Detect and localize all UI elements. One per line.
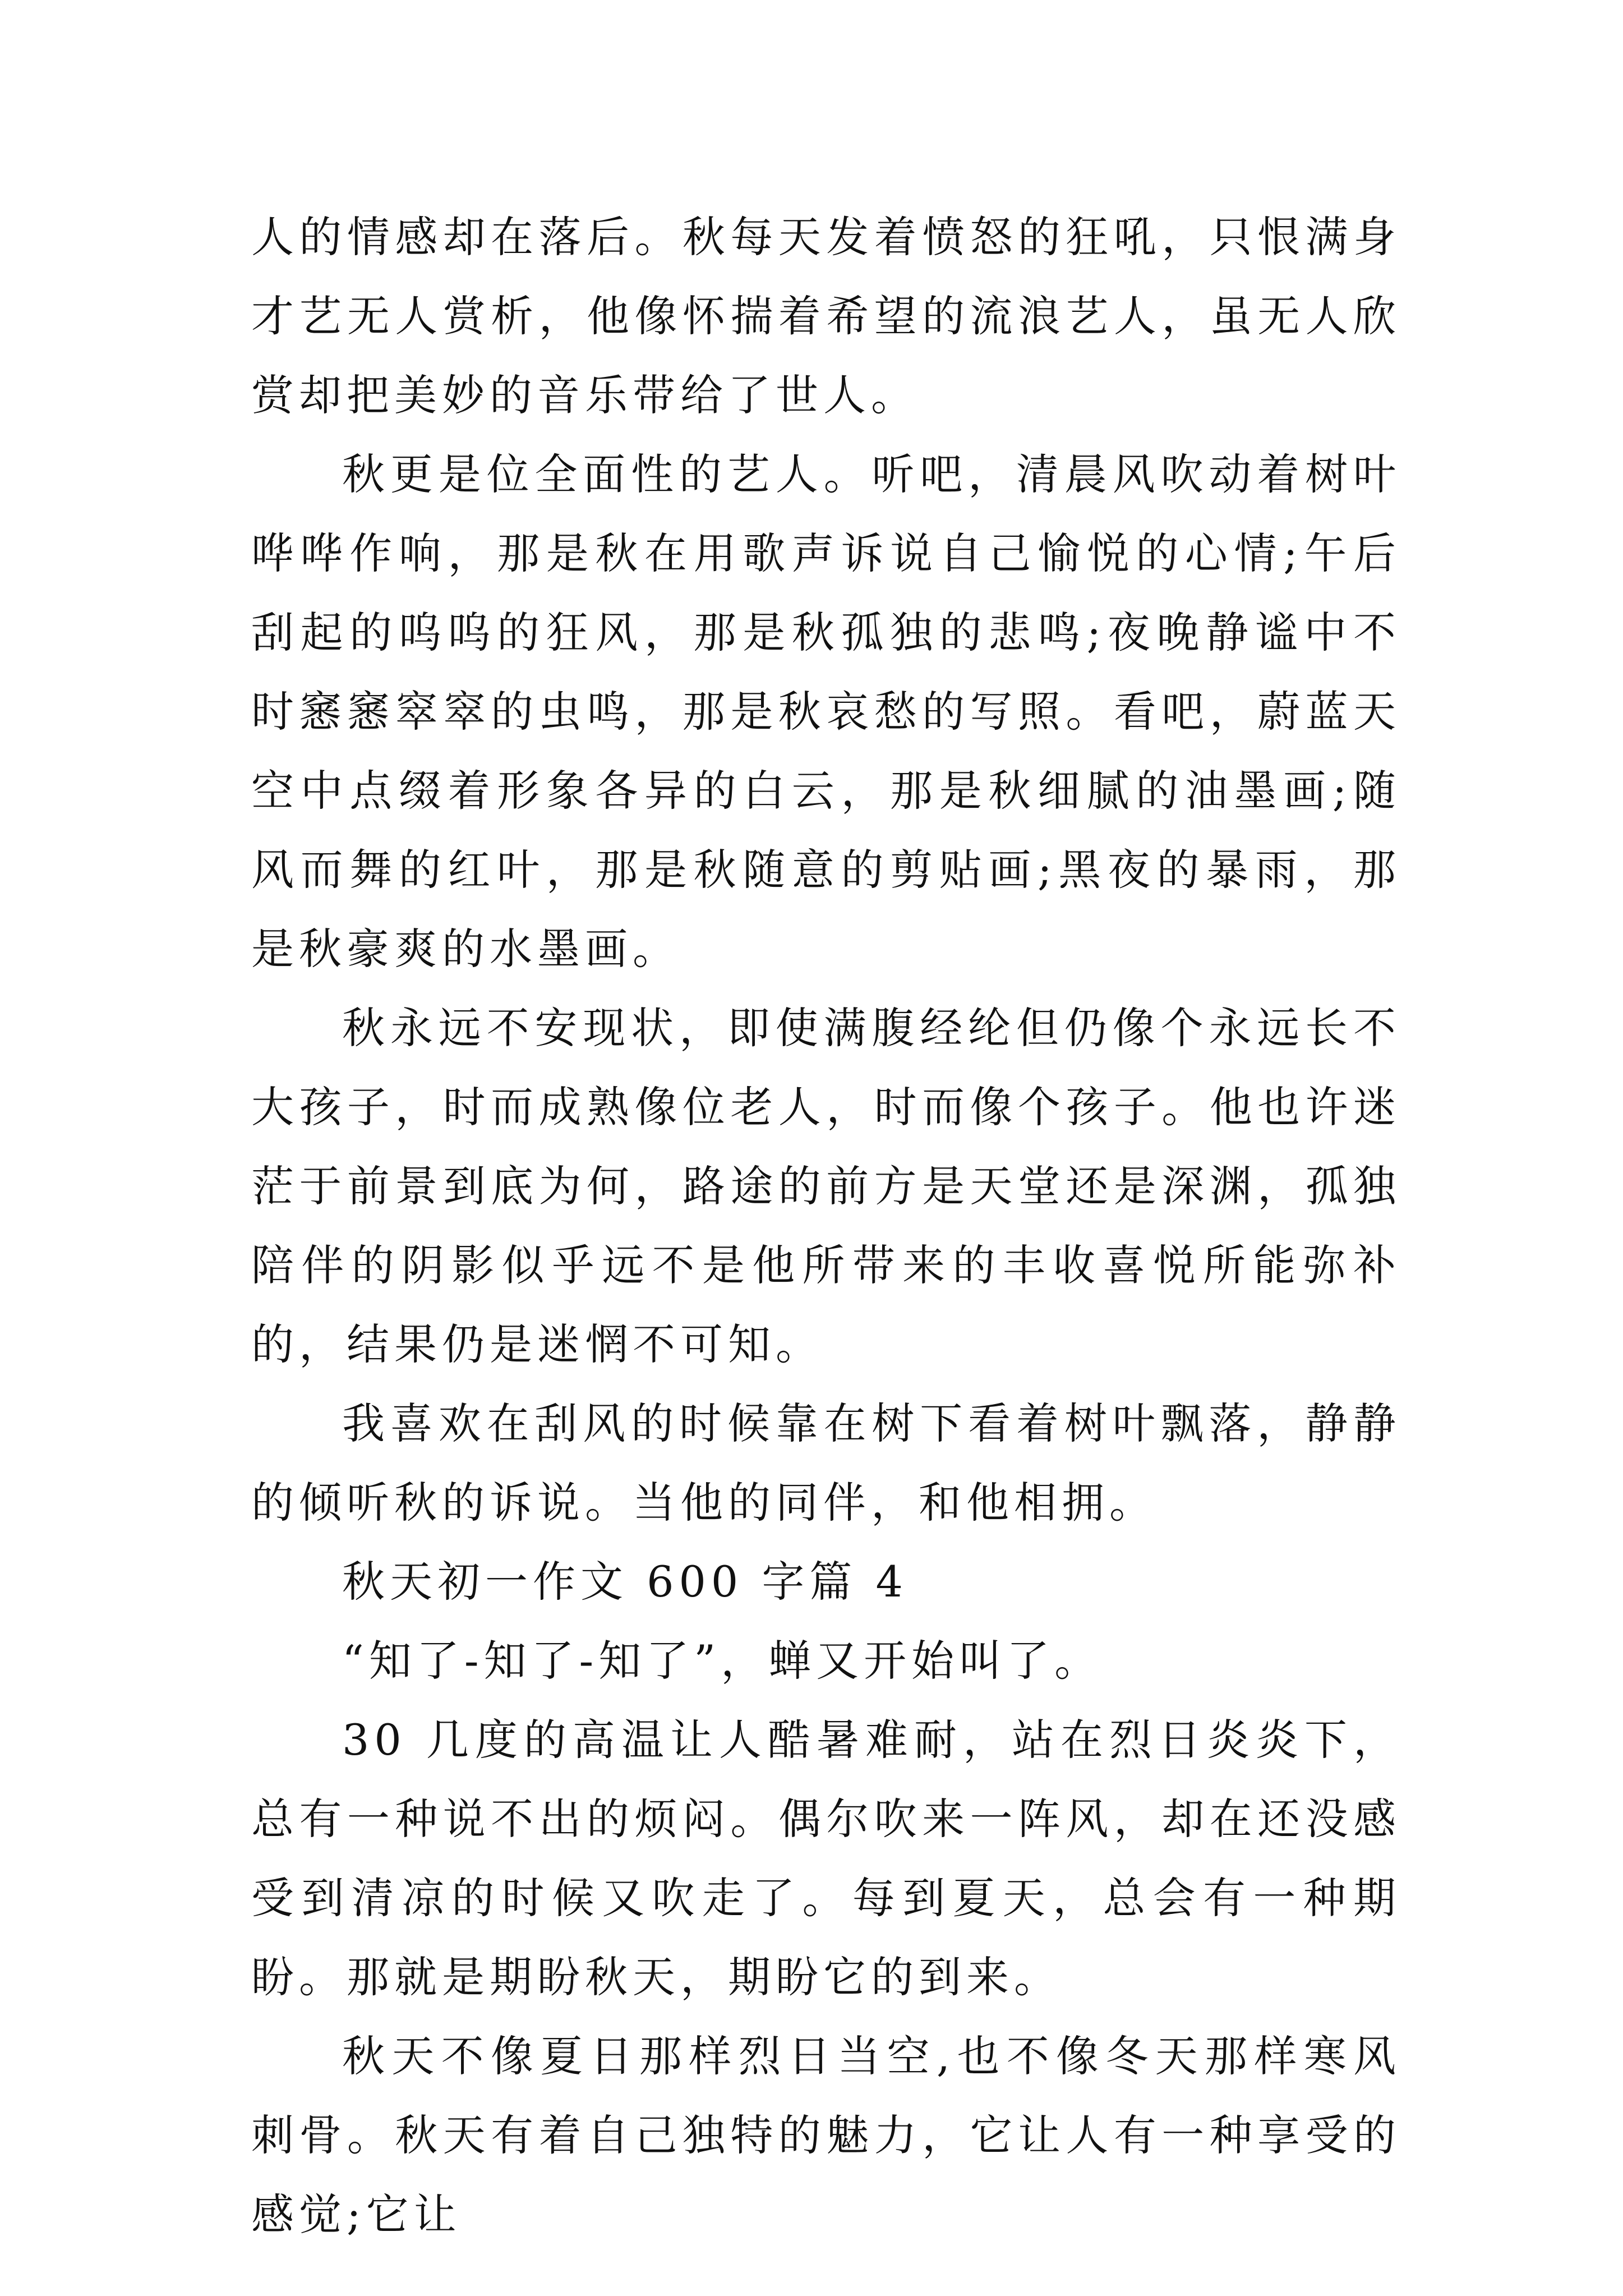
paragraph-autumn-artist: 秋更是位全面性的艺人。听吧，清晨风吹动着树叶哗哗作响，那是秋在用歌声诉说自己愉悦的心情;午后刮起的呜呜的狂风，那是秋孤独的悲鸣;夜晚静谧中不时窸窸窣窣的虫鸣，那是秋哀愁的写照。看吧，蔚蓝天空中点缀着形象各异的白云，那是秋细腻的油墨画;随风而舞的红叶，那是秋随意的剪贴画;黑夜的暴雨，那是秋豪爽的水墨画。 (251, 449, 1401, 974)
section-heading: 秋天初一作文 600 字篇 4 (342, 1557, 908, 1607)
paragraph-autumn-charm: 秋天不像夏日那样烈日当空,也不像冬天那样寒风刺骨。秋天有着自己独特的魅力，它让人有一种享受的感觉;它让 (251, 2031, 1401, 2239)
paragraph-continued: 人的情感却在落后。秋每天发着愤怒的狂吼，只恨满身才艺无人赏析，他像怀揣着希望的流浪艺人，虽无人欣赏却把美妙的音乐带给了世人。 (251, 212, 1401, 420)
paragraph-autumn-listen: 我喜欢在刮风的时候靠在树下看着树叶飘落，静静的倾听秋的诉说。当他的同伴，和他相拥。 (251, 1398, 1401, 1527)
document-body (251, 197, 1401, 2254)
paragraph-cicada-quote: “知了-知了-知了”，蝉又开始叫了。 (342, 1636, 1103, 1686)
paragraph-autumn-restless: 秋永远不安现状，即使满腹经纶但仍像个永远长不大孩子，时而成熟像位老人，时而像个孩子。他也许迷茫于前景到底为何，路途的前方是天堂还是深渊，孤独陪伴的阴影似乎远不是他所带来的丰收喜悦所能弥补的，结果仍是迷惘不可知。 (251, 1003, 1401, 1369)
paragraph-summer-heat: 30 几度的高温让人酷暑难耐，站在烈日炎炎下，总有一种说不出的烦闷。偶尔吹来一阵风，却在还没感受到清凉的时候又吹走了。每到夏天，总会有一种期盼。那就是期盼秋天，期盼它的到来。 (251, 1715, 1401, 2002)
